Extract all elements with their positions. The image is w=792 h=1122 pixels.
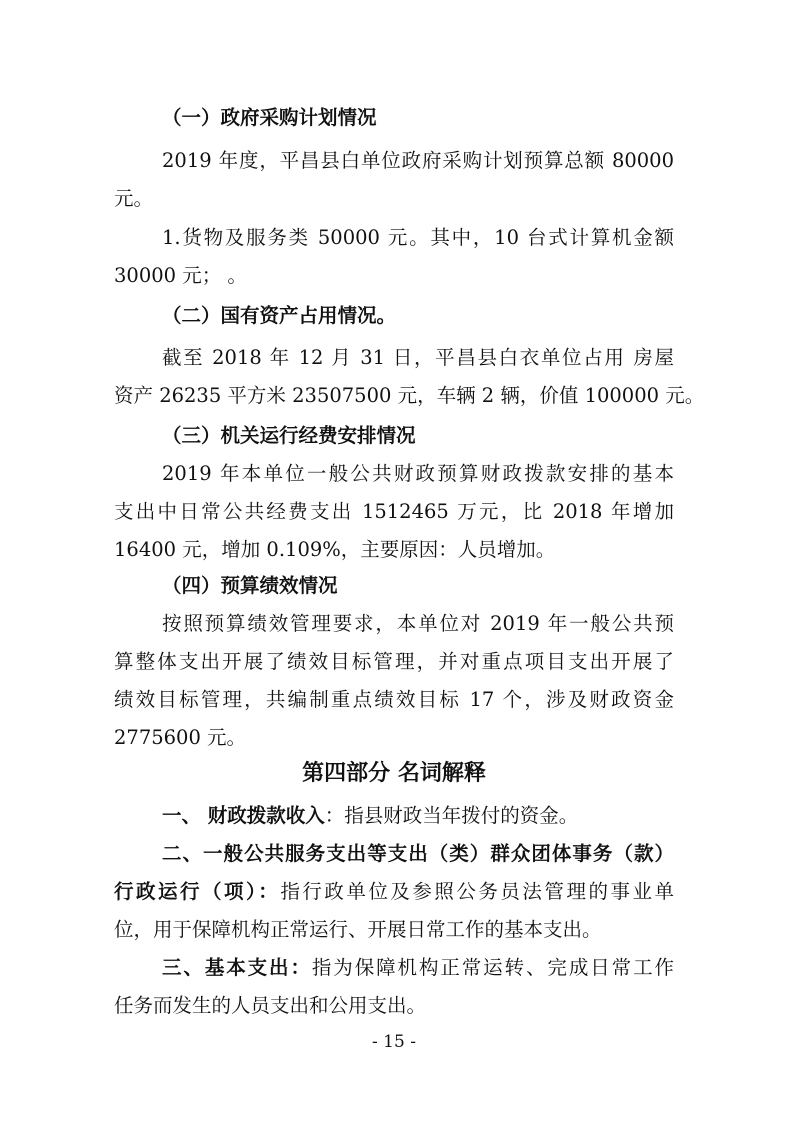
term-definition-2: [162, 836, 674, 872]
performance-text-line: 绩效目标管理，共编制重点绩效目标 17 个，涉及财政资金: [114, 688, 674, 711]
performance-text-line: 按照预算绩效管理要求，本单位对 2019 年一般公共预: [162, 612, 674, 635]
operations-text-line: 2019 年本单位一般公共财政预算财政拨款安排的基本: [162, 462, 674, 485]
term-definition-3-line: 任务而发生的人员支出和公用支出。: [114, 994, 427, 1017]
operations-text-line: 支出中日常公共经费支出 1512465 万元，比 2018 年增加: [114, 500, 674, 523]
procurement-text-line: 1.货物及服务类 50000 元。其中，10 台式计算机金额: [162, 226, 674, 249]
operations-heading: （三）机关运行经费安排情况: [162, 424, 416, 447]
term-label: 行政运行（项）：: [114, 880, 281, 903]
term-definition-2-line: 位，用于保障机构正常运行、开展日常工作的基本支出。: [114, 918, 602, 941]
assets-heading: （二）国有资产占用情况。: [162, 304, 397, 327]
term-label: 一、 财政拨款收入: [162, 804, 325, 827]
assets-text-line: 资产 26235 平方米 23507500 元，车辆 2 辆，价值 100000 元。: [114, 384, 705, 407]
operations-text-line: 16400 元，增加 0.109%，主要原因：人员增加。: [114, 538, 556, 561]
term-text: 指行政单位及参照公务员法管理的事业单: [280, 880, 674, 903]
performance-text-line: 2775600 元。: [114, 726, 247, 749]
term-label: 二、一般公共服务支出等支出（类）群众团体事务（款）: [162, 842, 674, 865]
term-definition-2-line: [114, 874, 674, 910]
term-definition-1: [162, 798, 674, 834]
page-number: - 15 -: [372, 1032, 416, 1052]
procurement-heading: （一）政府采购计划情况: [162, 106, 377, 129]
section-title: 第四部分 名词解释: [302, 761, 486, 786]
term-definition-3: [162, 950, 674, 986]
procurement-text-line: 2019 年度，平昌县白单位政府采购计划预算总额 80000: [162, 149, 674, 172]
assets-text-line: 截至 2018 年 12 月 31 日，平昌县白衣单位占用 房屋: [162, 346, 674, 369]
term-label: 三、基本支出：: [162, 956, 312, 979]
procurement-text-line: 30000 元； 。: [114, 264, 247, 287]
term-text: 指为保障机构正常运转、完成日常工作: [311, 956, 674, 979]
performance-text-line: 算整体支出开展了绩效目标管理，并对重点项目支出开展了: [114, 650, 674, 673]
performance-heading: （四）预算绩效情况: [162, 574, 338, 597]
procurement-text-line: 元。: [114, 187, 154, 210]
term-text: ：指县财政当年拨付的资金。: [324, 804, 579, 827]
